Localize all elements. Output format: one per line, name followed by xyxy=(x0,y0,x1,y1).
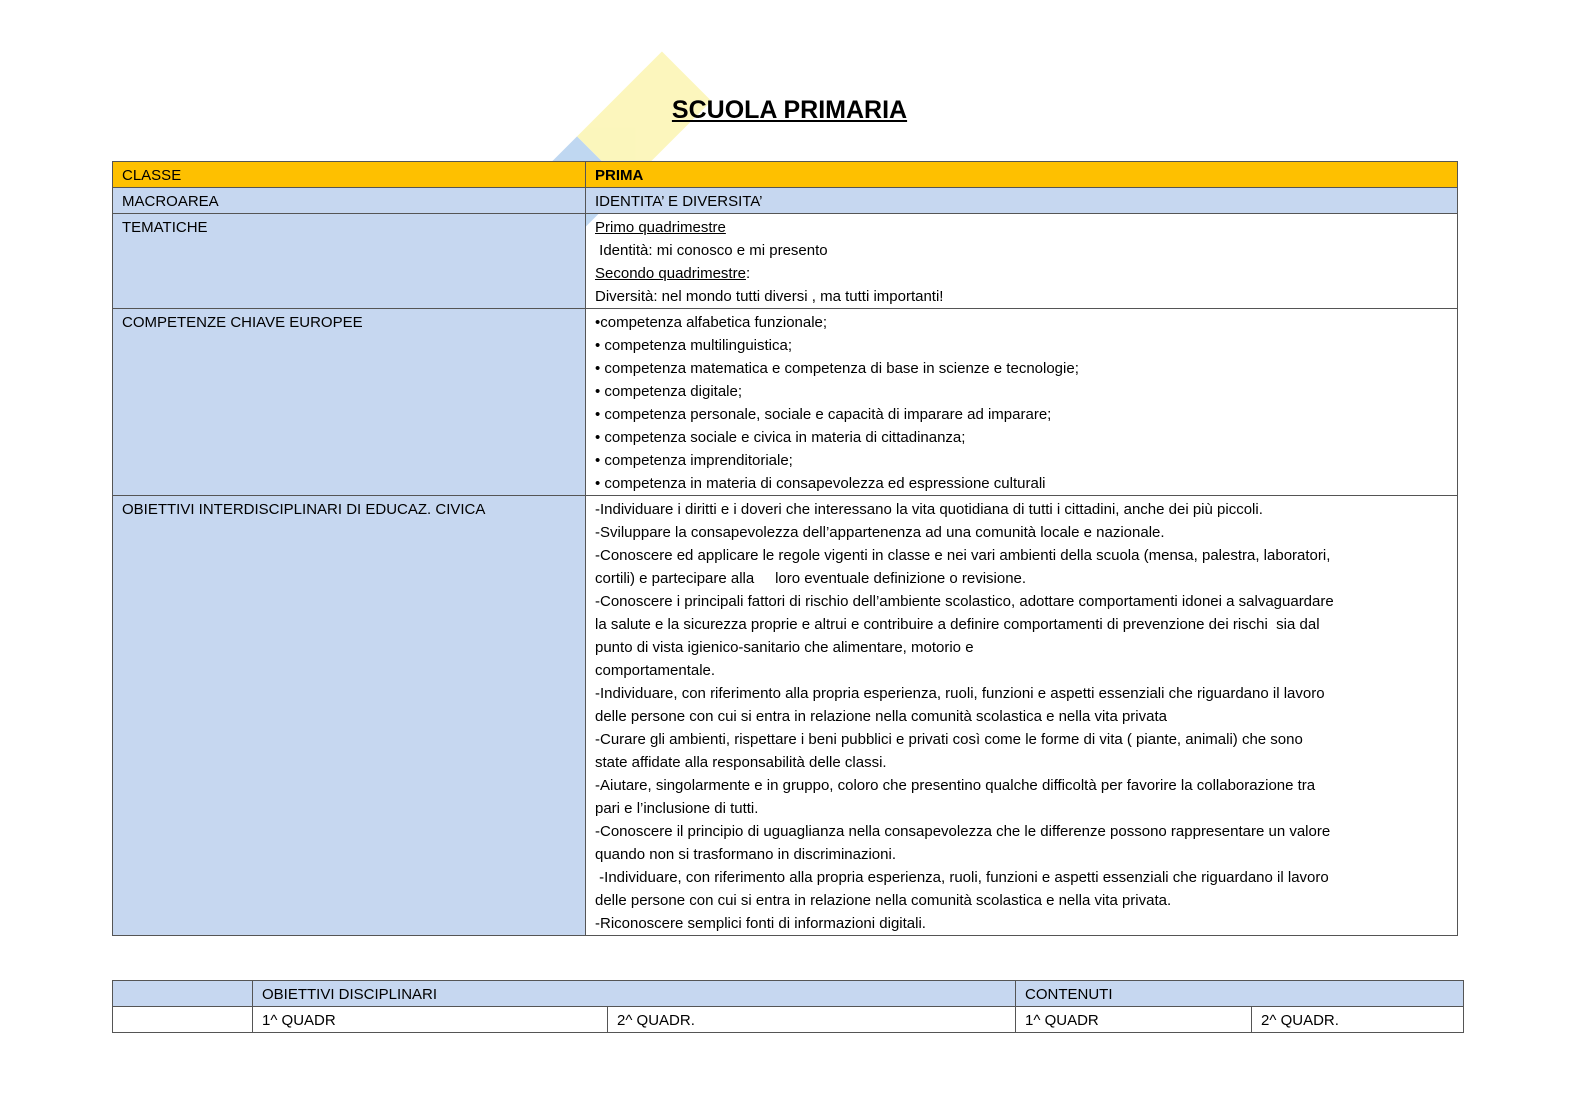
row-classe xyxy=(113,162,1458,188)
c-q2: 2^ QUADR. xyxy=(1252,1007,1464,1033)
obiettivo-line: quando non si trasformano in discriminazioni. xyxy=(595,846,896,863)
obiettivo-line: -Sviluppare la consapevolezza dell’appartenenza ad una comunità locale e nazionale. xyxy=(595,524,1165,541)
tematiche-content xyxy=(586,214,1458,309)
obiettivo-line: punto di vista igienico-sanitario che alimentare, motorio e xyxy=(595,639,974,656)
obiettivo-line: delle persone con cui si entra in relazione nella comunità scolastica e nella vita privata. xyxy=(595,892,1172,909)
sub-quadr-row xyxy=(113,1007,1464,1033)
obiettivo-line: -Curare gli ambienti, rispettare i beni pubblici e privati così come le forme di vita ( piante, animali) che sono xyxy=(595,731,1303,748)
sub-empty-cell xyxy=(113,1007,253,1033)
primo-quadrimestre-text: Identità: mi conosco e mi presento xyxy=(595,242,828,259)
obiettivo-line: -Conoscere il principio di uguaglianza nella consapevolezza che le differenze possono rappresentare un valore xyxy=(595,823,1331,840)
competenza-item: • competenza personale, sociale e capacità di imparare ad imparare; xyxy=(595,406,1052,423)
competenza-item: •competenza alfabetica funzionale; xyxy=(595,314,828,331)
obiettivi-list xyxy=(586,496,1458,936)
obiettivo-line: comportamentale. xyxy=(595,662,716,679)
obiettivo-line: -Individuare i diritti e i doveri che interessano la vita quotidiana di tutti i cittadini, anche dei più piccoli. xyxy=(595,501,1263,518)
sub-empty-cell xyxy=(113,981,253,1007)
c-q1: 1^ QUADR xyxy=(1016,1007,1252,1033)
obiettivo-line: state affidate alla responsabilità delle classi. xyxy=(595,754,887,771)
sub-header-row xyxy=(113,981,1464,1007)
classe-label: CLASSE xyxy=(113,162,586,188)
secondo-quadrimestre-heading: Secondo quadrimestre xyxy=(595,265,746,282)
secondo-quadrimestre-text: Diversità: nel mondo tutti diversi , ma tutti importanti! xyxy=(595,288,944,305)
competenza-item: • competenza matematica e competenza di base in scienze e tecnologie; xyxy=(595,360,1079,377)
obiettivo-line: pari e l’inclusione di tutti. xyxy=(595,800,759,817)
page-title: SCUOLA PRIMARIA xyxy=(671,96,908,124)
macroarea-value: IDENTITA’ E DIVERSITA’ xyxy=(586,188,1458,214)
primo-quadrimestre-heading: Primo quadrimestre xyxy=(595,219,726,236)
obiettivo-line: -Aiutare, singolarmente e in gruppo, coloro che presentino qualche difficoltà per favorire la collaborazione tra xyxy=(595,777,1316,794)
od-q1: 1^ QUADR xyxy=(253,1007,608,1033)
obiettivo-line: -Conoscere ed applicare le regole vigenti in classe e nei vari ambienti della scuola (mensa, palestra, laboratori, xyxy=(595,547,1331,564)
row-tematiche xyxy=(113,214,1458,309)
obiettivo-line: la salute e la sicurezza proprie e altrui e contribuire a definire comportamenti di prevenzione dei rischi sia dal xyxy=(595,616,1320,633)
obiettivo-line: delle persone con cui si entra in relazione nella comunità scolastica e nella vita privata xyxy=(595,708,1167,725)
od-q2: 2^ QUADR. xyxy=(608,1007,1016,1033)
obiettivi-disciplinari-header: OBIETTIVI DISCIPLINARI xyxy=(253,981,1016,1007)
obiettivo-line: -Conoscere i principali fattori di rischio dell’ambiente scolastico, adottare comportamenti idonei a salvaguardare xyxy=(595,593,1334,610)
obiettivi-label: OBIETTIVI INTERDISCIPLINARI DI EDUCAZ. CIVICA xyxy=(113,496,586,936)
obiettivo-line: -Riconoscere semplici fonti di informazioni digitali. xyxy=(595,915,926,932)
secondo-quadrimestre-colon: : xyxy=(745,265,751,282)
contenuti-header: CONTENUTI xyxy=(1016,981,1464,1007)
competenza-item: • competenza imprenditoriale; xyxy=(595,452,793,469)
row-macroarea xyxy=(113,188,1458,214)
row-obiettivi xyxy=(113,496,1458,936)
competenza-item: • competenza multilinguistica; xyxy=(595,337,793,354)
curriculum-table xyxy=(112,161,1458,936)
tematiche-label: TEMATICHE xyxy=(113,214,586,309)
obiettivi-contenuti-table xyxy=(112,980,1464,1033)
competenza-item: • competenza digitale; xyxy=(595,383,743,400)
obiettivo-line: -Individuare, con riferimento alla propria esperienza, ruoli, funzioni e aspetti essenziali che riguardano il lavoro xyxy=(595,869,1329,886)
competenza-item: • competenza sociale e civica in materia di cittadinanza; xyxy=(595,429,966,446)
row-competenze xyxy=(113,309,1458,496)
competenze-list xyxy=(586,309,1458,496)
obiettivo-line: cortili) e partecipare alla loro eventuale definizione o revisione. xyxy=(595,570,1027,587)
obiettivo-line: -Individuare, con riferimento alla propria esperienza, ruoli, funzioni e aspetti essenziali che riguardano il lavoro xyxy=(595,685,1325,702)
classe-value: PRIMA xyxy=(586,162,1458,188)
macroarea-label: MACROAREA xyxy=(113,188,586,214)
competenze-label: COMPETENZE CHIAVE EUROPEE xyxy=(113,309,586,496)
competenza-item: • competenza in materia di consapevolezza ed espressione culturali xyxy=(595,475,1046,492)
